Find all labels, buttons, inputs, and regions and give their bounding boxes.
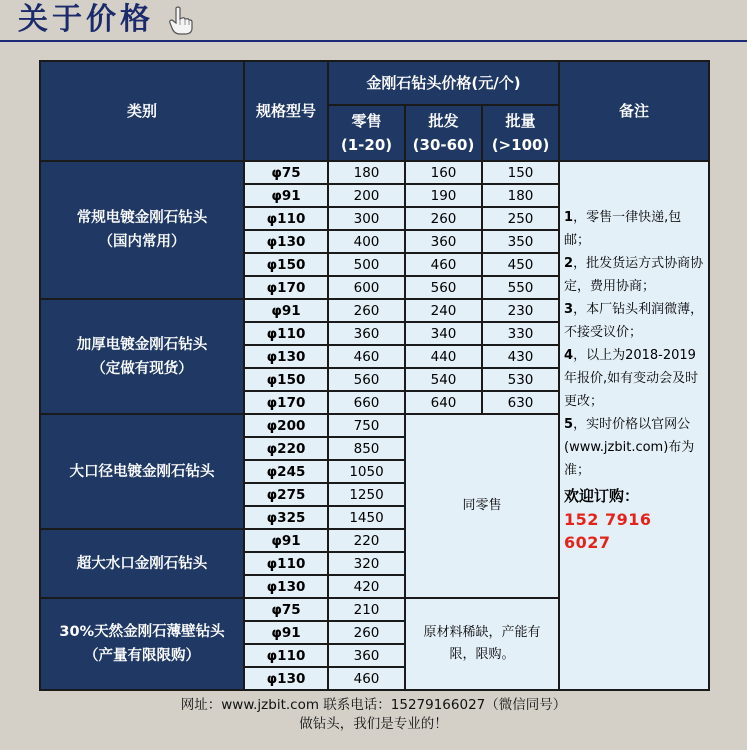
wholesale-price-cell: 340 xyxy=(405,322,482,345)
retail-price-cell: 260 xyxy=(328,621,405,644)
spec-cell: φ170 xyxy=(244,276,328,299)
header-wholesale: 批发 (30-60) xyxy=(405,105,482,161)
wholesale-price-cell: 360 xyxy=(405,230,482,253)
retail-price-cell: 850 xyxy=(328,437,405,460)
category-cell xyxy=(40,529,244,598)
remark-number: 2 xyxy=(564,255,574,271)
spec-cell: φ130 xyxy=(244,667,328,690)
wholesale-price-cell: 260 xyxy=(405,207,482,230)
remarks-cell xyxy=(559,161,709,690)
wholesale-price-cell: 560 xyxy=(405,276,482,299)
retail-price-cell: 260 xyxy=(328,299,405,322)
category-line: 超大水口金刚石钻头 xyxy=(76,555,208,572)
title-rule xyxy=(0,40,747,42)
spec-cell: φ150 xyxy=(244,253,328,276)
retail-price-cell: 360 xyxy=(328,644,405,667)
header xyxy=(0,0,747,42)
same-as-retail-cell: 同零售 xyxy=(405,414,559,598)
spec-cell: φ110 xyxy=(244,552,328,575)
category-line: （定做有现货） xyxy=(91,360,193,377)
category-line: （国内常用） xyxy=(98,234,186,250)
retail-price-cell: 210 xyxy=(328,598,405,621)
retail-price-cell: 200 xyxy=(328,184,405,207)
remark-number: 1 xyxy=(564,209,574,225)
remark-number: 4 xyxy=(564,347,574,363)
spec-cell: φ325 xyxy=(244,506,328,529)
spec-cell: φ110 xyxy=(244,644,328,667)
header-retail: 零售 (1-20) xyxy=(328,105,405,161)
header-category: 类别 xyxy=(40,61,244,161)
spec-cell: φ220 xyxy=(244,437,328,460)
bulk-price-cell: 430 xyxy=(482,345,559,368)
spec-cell: φ91 xyxy=(244,299,328,322)
retail-price-cell: 1050 xyxy=(328,460,405,483)
remark-text: ，零售一律快递,包邮； xyxy=(564,209,682,248)
header-price-group: 金刚石钻头价格(元/个) xyxy=(328,61,559,105)
category-line: （产量有限限购） xyxy=(84,648,200,664)
remark-item xyxy=(564,298,704,344)
table-row xyxy=(40,161,709,184)
retail-price-cell: 660 xyxy=(328,391,405,414)
wholesale-price-cell: 640 xyxy=(405,391,482,414)
spec-cell: φ150 xyxy=(244,368,328,391)
retail-price-cell: 500 xyxy=(328,253,405,276)
remark-item xyxy=(564,344,704,413)
remarks-spacer xyxy=(564,554,704,646)
retail-price-cell: 400 xyxy=(328,230,405,253)
retail-price-cell: 560 xyxy=(328,368,405,391)
category-cell xyxy=(40,161,244,299)
spec-cell: φ130 xyxy=(244,575,328,598)
order-phone-number[interactable]: 152 7916 6027 xyxy=(564,509,652,552)
spec-cell: φ110 xyxy=(244,207,328,230)
spec-cell: φ130 xyxy=(244,345,328,368)
retail-price-cell: 320 xyxy=(328,552,405,575)
wholesale-price-cell: 440 xyxy=(405,345,482,368)
remark-text: ，本厂钻头利润微薄，不接受议价； xyxy=(564,301,704,340)
footer-contact: 网址：www.jzbit.com 联系电话：15279166027（微信同号） xyxy=(180,697,567,713)
limited-supply-line: 原材料稀缺，产能有 xyxy=(423,625,541,640)
wholesale-price-cell: 240 xyxy=(405,299,482,322)
price-table xyxy=(39,60,710,691)
wholesale-price-cell: 460 xyxy=(405,253,482,276)
remark-text: ，批发货运方式协商协定，费用协商； xyxy=(564,255,704,294)
remark-item xyxy=(564,206,704,252)
remark-text: ，实时价格以官网公(www.jzbit.com)布为准； xyxy=(564,416,695,478)
bulk-price-cell: 530 xyxy=(482,368,559,391)
retail-price-cell: 220 xyxy=(328,529,405,552)
wholesale-price-cell: 190 xyxy=(405,184,482,207)
bulk-price-cell: 180 xyxy=(482,184,559,207)
retail-price-cell: 1450 xyxy=(328,506,405,529)
spec-cell: φ170 xyxy=(244,391,328,414)
retail-price-cell: 360 xyxy=(328,322,405,345)
header-spec: 规格型号 xyxy=(244,61,328,161)
remark-item xyxy=(564,252,704,298)
remark-number: 3 xyxy=(564,301,574,317)
category-cell xyxy=(40,414,244,529)
limited-supply-cell xyxy=(405,598,559,690)
wholesale-price-cell: 540 xyxy=(405,368,482,391)
remark-text: ，以上为2018-2019年报价,如有变动会及时更改； xyxy=(564,347,699,409)
retail-price-cell: 180 xyxy=(328,161,405,184)
remark-number: 5 xyxy=(564,416,574,432)
spec-cell: φ75 xyxy=(244,598,328,621)
bulk-price-cell: 150 xyxy=(482,161,559,184)
spec-cell: φ75 xyxy=(244,161,328,184)
welcome-order-label: 欢迎订购： xyxy=(564,486,640,505)
category-cell xyxy=(40,598,244,690)
spec-cell: φ245 xyxy=(244,460,328,483)
retail-price-cell: 1250 xyxy=(328,483,405,506)
pointing-hand-icon xyxy=(168,6,194,36)
bulk-price-cell: 350 xyxy=(482,230,559,253)
category-line: 加厚电镀金刚石钻头 xyxy=(76,336,208,353)
bulk-price-cell: 250 xyxy=(482,207,559,230)
retail-price-cell: 460 xyxy=(328,667,405,690)
header-bulk: 批量 (>100) xyxy=(482,105,559,161)
remark-item xyxy=(564,413,704,482)
retail-price-cell: 460 xyxy=(328,345,405,368)
category-line: 常规电镀金刚石钻头 xyxy=(76,210,208,226)
spec-cell: φ91 xyxy=(244,529,328,552)
category-line: 30%天然金刚石薄壁钻头 xyxy=(59,624,225,640)
header-remarks: 备注 xyxy=(559,61,709,161)
page-title: 关于价格 xyxy=(18,2,154,37)
bulk-price-cell: 230 xyxy=(482,299,559,322)
retail-price-cell: 300 xyxy=(328,207,405,230)
bulk-price-cell: 330 xyxy=(482,322,559,345)
spec-cell: φ110 xyxy=(244,322,328,345)
spec-cell: φ130 xyxy=(244,230,328,253)
bulk-price-cell: 630 xyxy=(482,391,559,414)
spec-cell: φ91 xyxy=(244,621,328,644)
spec-cell: φ91 xyxy=(244,184,328,207)
retail-price-cell: 600 xyxy=(328,276,405,299)
retail-price-cell: 750 xyxy=(328,414,405,437)
wholesale-price-cell: 160 xyxy=(405,161,482,184)
bulk-price-cell: 450 xyxy=(482,253,559,276)
limited-supply-line: 限，限购。 xyxy=(449,647,515,662)
spec-cell: φ275 xyxy=(244,483,328,506)
category-line: 大口径电镀金刚石钻头 xyxy=(69,463,215,480)
bulk-price-cell: 550 xyxy=(482,276,559,299)
category-cell xyxy=(40,299,244,414)
retail-price-cell: 420 xyxy=(328,575,405,598)
footer-slogan: 做钻头，我们是专业的！ xyxy=(299,716,448,732)
spec-cell: φ200 xyxy=(244,414,328,437)
